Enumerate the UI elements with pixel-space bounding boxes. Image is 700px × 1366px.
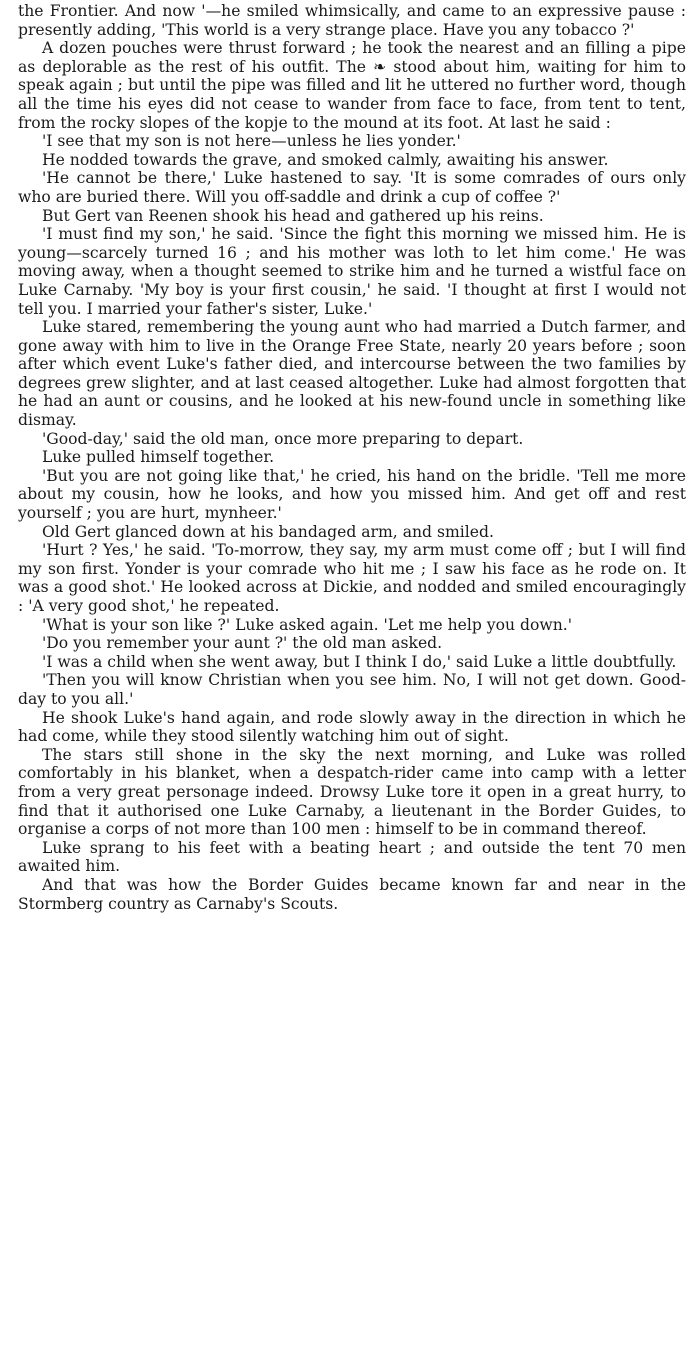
paragraph: A dozen pouches were thrust forward ; he took the nearest and an filling a pipe as deplorable as the rest of his outfit. The ❧ stood about him, waiting for him to speak again ; but until the pipe was filled and lit he uttered no further word, though all the time his eyes did not cease to wander from face to face, from tent to tent, from the rocky slopes of the kopje to the mound at its foot. At last he said : xyxy=(18,39,686,132)
paragraph: Luke stared, remembering the young aunt who had married a Dutch farmer, and gone away with him to live in the Orange Free State, nearly 20 years before ; soon after which event Luke's father died, and intercourse between the two families by degrees grew slighter, and at last ceased altogether. Luke had almost forgotten that he had an aunt or cousins, and he looked at his new-found uncle in something like dismay. xyxy=(18,318,686,430)
paragraph: Luke pulled himself together. xyxy=(42,448,275,467)
paragraph: He shook Luke's hand again, and rode slowly away in the direction in which he had come, while they stood silently watching him out of sight. xyxy=(18,708,686,746)
paragraph: 'He cannot be there,' Luke hastened to say. 'It is some comrades of ours only who are buried there. Will you off-saddle and drink a cup of coffee ?' xyxy=(18,169,686,206)
paragraph: 'Then you will know Christian when you see him. No, I will not get down. Good-day to you all.' xyxy=(18,671,686,708)
paragraph: 'Hurt ? Yes,' he said. 'To-morrow, they say, my arm must come off ; but I will find my son first. Yonder is your comrade who hit me ; I saw his face as he rode on. It was a good shot.' He looked across at Dickie, and nodded and smiled encouragingly : 'A very good shot,' he repeated. xyxy=(18,541,686,615)
paragraph: 'I must find my son,' he said. 'Since the fight this morning we missed him. He is young—scarcely turned 16 ; and his mother was loth to let him come.' He was moving away, when a thought seemed to strike him and he turned a wistful face on Luke Carnaby. 'My boy is your first cousin,' he said. 'I thought at first I would not tell you. I married your father's sister, Luke.' xyxy=(18,225,686,318)
paragraph: 'I see that my son is not here—unless he lies yonder.' xyxy=(42,132,461,151)
paragraph: He nodded towards the grave, and smoked calmly, awaiting his answer. xyxy=(42,150,609,169)
paragraph: 'What is your son like ?' Luke asked again. 'Let me help you down.' xyxy=(42,615,573,634)
paragraph: But Gert van Reenen shook his head and gathered up his reins. xyxy=(42,206,544,225)
paragraph: 'Good-day,' said the old man, once more preparing to depart. xyxy=(42,429,524,448)
paragraph: Luke sprang to his feet with a beating heart ; and outside the tent 70 men awaited him. xyxy=(18,838,686,876)
paragraph-opening: the Frontier. And now '—he smiled whimsically, and came to an expressive pause : presently adding, 'This world is a very strange place. Have you any tobacco ?' xyxy=(18,2,686,39)
paragraph-closing: And that was how the Border Guides became known far and near in the Stormberg country as Carnaby's Scouts. xyxy=(18,875,686,913)
paragraph: Old Gert glanced down at his bandaged arm, and smiled. xyxy=(42,522,494,541)
paragraph: The stars still shone in the sky the next morning, and Luke was rolled comfortably in his blanket, when a despatch-rider came into camp with a letter from a very great personage indeed. Drowsy Luke tore it open in a great hurry, to find that it authorised one Luke Carnaby, a lieutenant in the Border Guides, to organise a corps of not more than 100 men : himself to be in command thereof. xyxy=(18,745,686,839)
paragraph: 'But you are not going like that,' he cried, his hand on the bridle. 'Tell me more about my cousin, how he looks, and how you missed him. And get off and rest yourself ; you are hurt, mynheer.' xyxy=(18,466,686,523)
paragraph: 'I was a child when she went away, but I think I do,' said Luke a little doubtfully. xyxy=(42,652,677,671)
paragraph: 'Do you remember your aunt ?' the old man asked. xyxy=(42,634,443,653)
